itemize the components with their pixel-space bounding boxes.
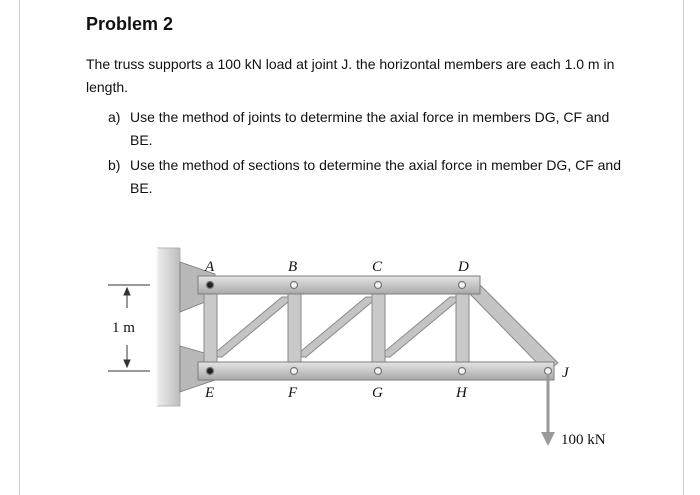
member-dg: [378, 297, 462, 357]
pin-a: [207, 282, 214, 289]
load-label: 100 kN: [561, 432, 606, 448]
label-j: J: [562, 365, 569, 381]
pin-c: [375, 282, 382, 289]
member-ae: [204, 283, 217, 373]
member-dh: [456, 283, 469, 373]
pin-d: [459, 282, 466, 289]
label-d: D: [458, 259, 469, 275]
label-e: E: [205, 385, 215, 401]
problem-title: Problem 2: [86, 14, 174, 34]
pin-h: [459, 368, 466, 375]
problem-intro: The truss supports a 100 kN load at joint J. the horizontal members are each 1.0 m in length.: [86, 56, 615, 95]
dimension-label: 1 m: [112, 320, 135, 336]
pin-f: [291, 368, 298, 375]
member-cf: [294, 297, 378, 357]
load-arrow-head: [541, 432, 555, 446]
pin-j: [545, 368, 552, 375]
member-dj: [470, 285, 558, 372]
top-chord: [198, 276, 480, 294]
pin-e: [207, 368, 214, 375]
label-c: C: [372, 259, 383, 275]
question-text: Use the method of sections to determine the axial force in member DG, CF and BE.: [130, 157, 622, 196]
member-cg: [372, 283, 385, 373]
member-be: [210, 297, 294, 357]
pin-b: [291, 282, 298, 289]
question-label: a): [108, 109, 121, 125]
member-bf: [288, 283, 301, 373]
label-h: H: [456, 385, 467, 401]
question-text: Use the method of joints to determine the axial force in members DG, CF and BE.: [130, 109, 610, 148]
pin-g: [375, 368, 382, 375]
wall-support: [157, 248, 180, 406]
label-g: G: [372, 385, 383, 401]
label-a: A: [205, 259, 215, 275]
question-label: b): [108, 157, 121, 173]
label-b: B: [288, 259, 298, 275]
label-f: F: [288, 385, 298, 401]
